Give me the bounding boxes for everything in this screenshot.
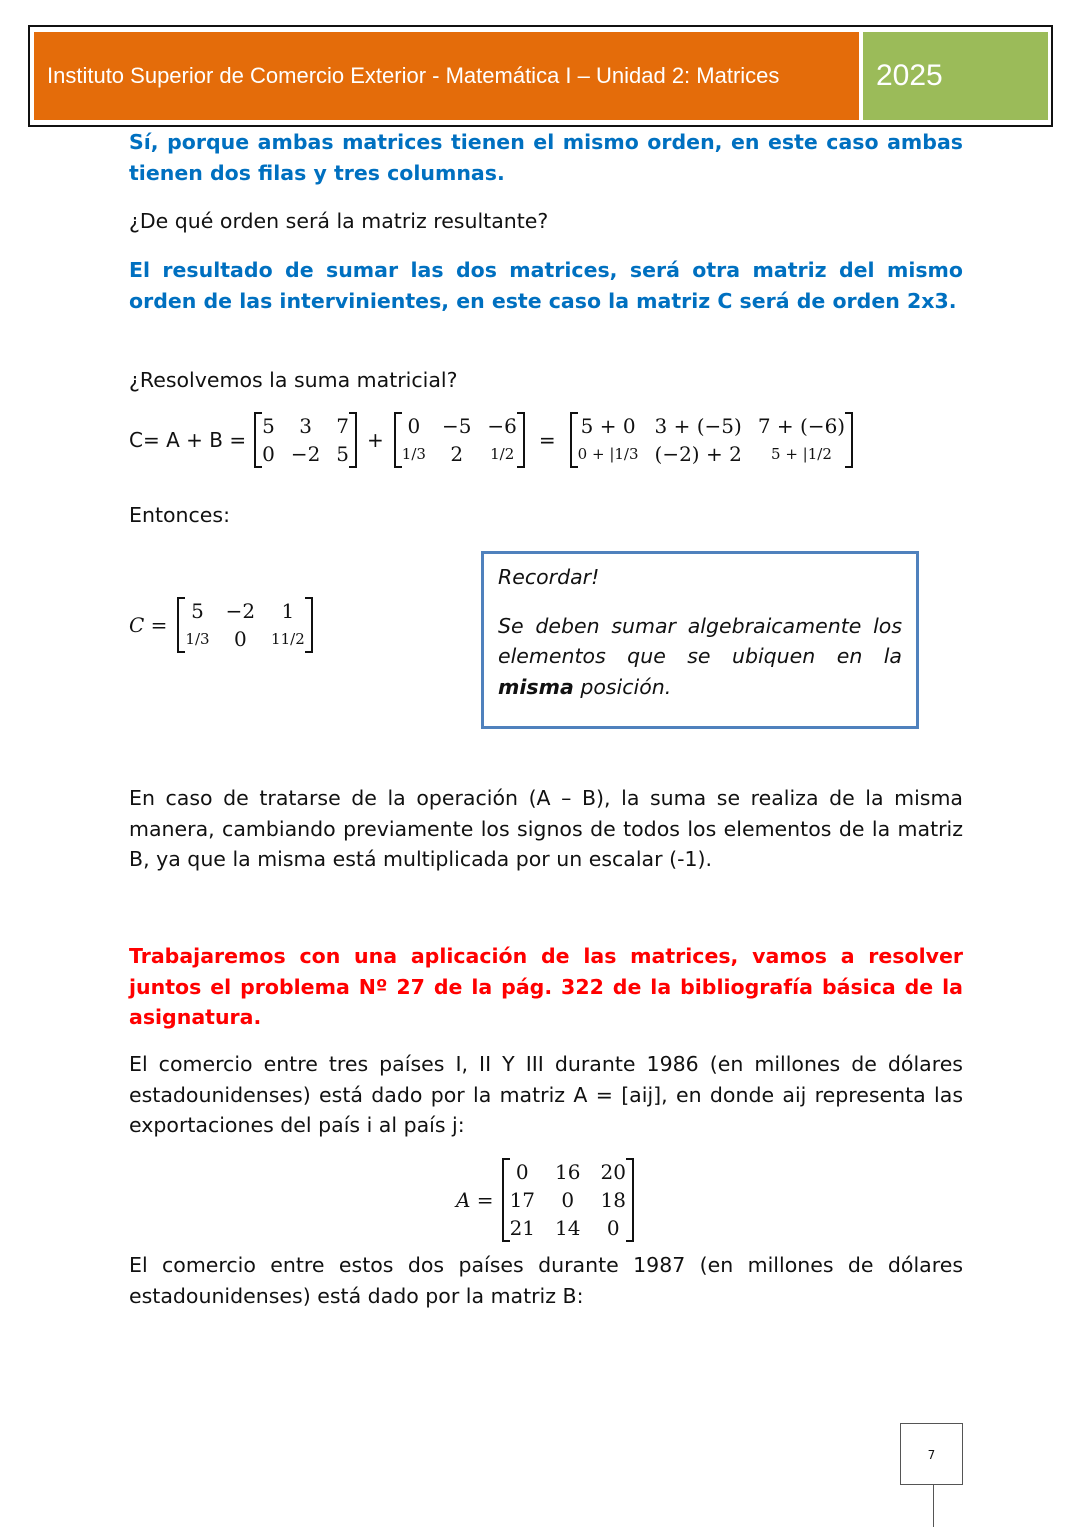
matrix-cell: 7 <box>336 414 350 438</box>
sum-equation <box>129 412 853 468</box>
matrix-cell: 2 <box>450 442 464 466</box>
matrix-cell: 11/2 <box>271 630 305 648</box>
matrix-cell: −5 <box>441 414 472 438</box>
matrix-c <box>177 597 312 653</box>
reminder-bold: misma <box>498 674 574 699</box>
matrix-cell: 1/3 <box>401 445 426 463</box>
page-number-line <box>933 1485 934 1527</box>
matrix-b <box>394 412 525 468</box>
answer-result-order: El resultado de sumar las dos matrices, será otra matriz del mismo orden de las intervinientes, en este caso la matriz C será de orden 2x3. <box>129 258 963 313</box>
matrix-cell: −2 <box>225 599 256 623</box>
matrix-cell: 18 <box>600 1188 626 1212</box>
matrix-cell: −6 <box>487 414 517 438</box>
matrix-a-1986 <box>502 1158 634 1242</box>
matrix-cell: 5 + 0 <box>580 414 636 438</box>
page-header <box>28 25 1053 127</box>
entonces-label: Entonces: <box>129 503 230 527</box>
matrix-cell: 1 <box>281 599 295 623</box>
answer-same-order: Sí, porque ambas matrices tienen el mismo orden, en este caso ambas tienen dos filas y tres columnas. <box>129 130 963 185</box>
matrix-cell: 20 <box>600 1160 626 1184</box>
equals-sign: = <box>538 428 556 452</box>
header-title: Instituto Superior de Comercio Exterior - Matemática I – Unidad 2: Matrices <box>34 32 859 120</box>
subtraction-note: En caso de tratarse de la operación (A – B), la suma se realiza de la misma manera, cambiando previamente los signos de todos los elementos de la matriz B, ya que la misma está multiplicada por un escalar (-1). <box>129 786 963 871</box>
matrix-cell: 1/2 <box>490 445 515 463</box>
matrix-cell: 0 <box>233 627 247 651</box>
matrix-cell: 0 <box>561 1188 575 1212</box>
matrix-cell: 14 <box>555 1216 581 1240</box>
matrix-cell: 1/3 <box>185 630 210 648</box>
matrix-cell: 0 <box>515 1160 529 1184</box>
matrix-cell: 3 + (−5) <box>654 414 742 438</box>
matrix-cell: 0 <box>407 414 421 438</box>
question-result-order: ¿De qué orden será la matriz resultante? <box>129 209 549 233</box>
matrix-cell: −2 <box>290 442 321 466</box>
matrix-cell: 17 <box>509 1188 536 1212</box>
matrix-a-label: A = <box>456 1188 494 1212</box>
matrix-cell: 7 + (−6) <box>757 414 846 438</box>
reminder-title: Recordar! <box>498 565 600 589</box>
reminder-text-after: posición. <box>573 674 672 699</box>
matrix-cell: 5 <box>336 442 350 466</box>
reminder-text-before: Se deben sumar algebraicamente los elementos que se ubiquen en la <box>498 613 902 668</box>
matrix-cell: 3 <box>299 414 312 438</box>
matrix-a-1986-equation <box>456 1158 634 1242</box>
matrix-a <box>254 412 357 468</box>
result-equation <box>129 597 313 653</box>
matrix-cell: 5 <box>262 414 275 438</box>
matrix-cell: 0 <box>262 442 275 466</box>
matrix-cell: 0 <box>606 1216 620 1240</box>
problem-text-2: El comercio entre estos dos países durante 1987 (en millones de dólares estadounidenses) está dado por la matriz B: <box>129 1253 963 1308</box>
matrix-cell: 21 <box>509 1216 536 1240</box>
result-label: C = <box>129 613 168 637</box>
header-year: 2025 <box>863 32 1048 120</box>
equation-lhs: C= A + B = <box>129 428 247 452</box>
question-solve-sum: ¿Resolvemos la suma matricial? <box>129 368 458 392</box>
application-heading: Trabajaremos con una aplicación de las matrices, vamos a resolver juntos el problema Nº 27 de la pág. 322 de la bibliografía básica de la asignatura. <box>129 944 963 1029</box>
reminder-box <box>481 551 919 729</box>
matrix-cell: (−2) + 2 <box>654 442 742 466</box>
matrix-cell: 5 + |1/2 <box>771 445 832 463</box>
page-number: 7 <box>900 1423 963 1485</box>
matrix-cell: 0 + |1/3 <box>577 445 639 463</box>
plus-sign: + <box>367 428 384 452</box>
reminder-text <box>498 611 902 703</box>
matrix-cell: 16 <box>555 1160 581 1184</box>
matrix-cell: 5 <box>191 599 204 623</box>
problem-text: El comercio entre tres países I, II Y III durante 1986 (en millones de dólares estadounidenses) está dado por la matriz A = [aij], en donde aij representa las exportaciones del país i al país j: <box>129 1052 963 1137</box>
matrix-sum <box>570 412 853 468</box>
